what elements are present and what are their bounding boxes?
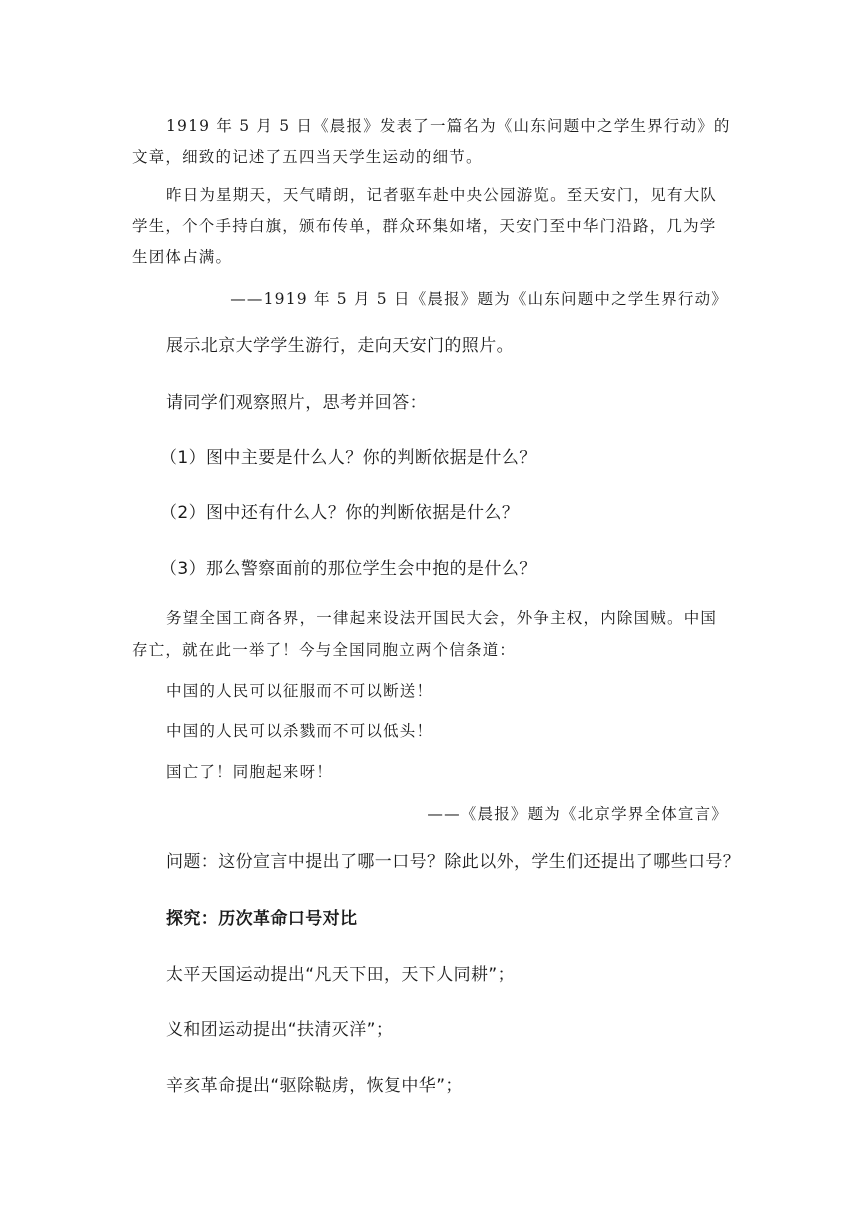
photo-question-3: （3）那么警察面前的那位学生会中抱的是什么？	[160, 559, 537, 579]
photo-prompt: 请同学们观察照片，思考并回答：	[166, 393, 427, 413]
photo-question-1: （1）图中主要是什么人？你的判断依据是什么？	[160, 448, 537, 468]
photo-statement: 展示北京大学学生游行，走向天安门的照片。	[166, 336, 514, 356]
passage2-creed3: 国亡了！同胞起来呀！	[166, 763, 334, 781]
passage2-creed2: 中国的人民可以杀戮而不可以低头！	[166, 722, 434, 740]
explore-item-xinhai: 辛亥革命提出“驱除鞑虏，恢复中华”；	[166, 1076, 463, 1096]
photo-question-2: （2）图中还有什么人？你的判断依据是什么？	[160, 503, 520, 523]
passage2-line2: 存亡，就在此一举了！今与全国同胞立两个信条道：	[132, 641, 517, 659]
passage1-intro-line1: 1919 年 5 月 5 日《晨报》发表了一篇名为《山东问题中之学生界行动》的	[166, 117, 731, 135]
passage1-source: ——1919 年 5 月 5 日《晨报》题为《山东问题中之学生界行动》	[230, 290, 728, 308]
explore-heading: 探究：历次革命口号对比	[166, 909, 358, 929]
explore-item-boxer: 义和团运动提出“扶清灭洋”；	[166, 1020, 394, 1040]
passage1-quote-line1: 昨日为星期天，天气晴朗，记者驱车赴中央公园游览。至天安门，见有大队	[166, 186, 718, 204]
passage1-quote-line3: 生团体占满。	[132, 248, 233, 266]
passage1-intro-line2: 文章，细致的记述了五四当天学生运动的细节。	[132, 148, 483, 166]
question-slogans: 问题：这份宣言中提出了哪一口号？除此以外，学生们还提出了哪些口号？	[166, 852, 741, 872]
passage1-quote-line2: 学生，个个手持白旗，颁布传单，群众环集如堵，天安门至中华门沿路，几为学	[132, 217, 717, 235]
passage2-line1: 务望全国工商各界，一律起来设法开国民大会，外争主权，内除国贼。中国	[166, 609, 718, 627]
passage2-creed1: 中国的人民可以征服而不可以断送！	[166, 682, 434, 700]
explore-item-taiping: 太平天国运动提出“凡天下田，天下人同耕”；	[166, 965, 516, 985]
passage2-source: ——《晨报》题为《北京学界全体宣言》	[427, 805, 728, 823]
